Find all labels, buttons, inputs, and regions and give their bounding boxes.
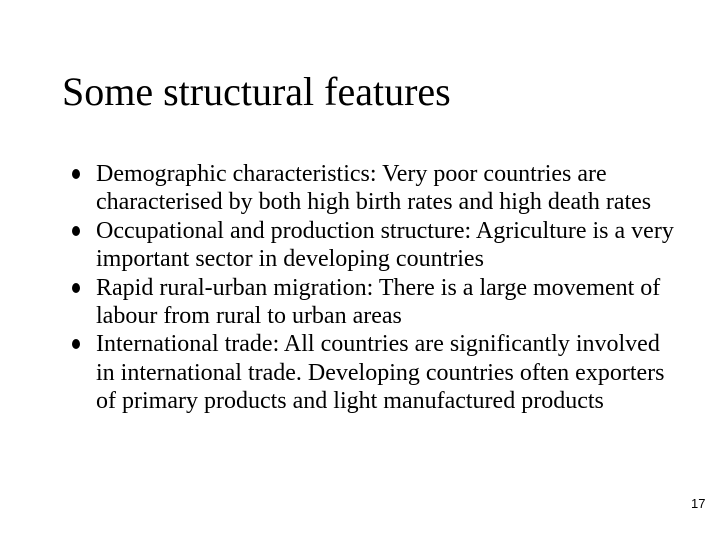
slide-title: Some structural features: [62, 69, 451, 114]
bullet-item-demographic: [96, 160, 676, 217]
bullet-text: Occupational and production structure: Agriculture is a very important sector in developing countries: [96, 217, 674, 273]
bullet-item-trade: [96, 330, 676, 415]
page-number: 17: [691, 496, 706, 511]
bullet-dot-icon: [72, 226, 80, 236]
bullet-text: Demographic characteristics: Very poor countries are characterised by both high birth rates and high death rates: [96, 161, 652, 216]
bullet-dot-icon: [72, 339, 80, 349]
bullet-dot-icon: [72, 283, 80, 293]
bullet-text: International trade: All countries are significantly involved in international trade. Developing countries often exporters of primary products and light manufactured products: [96, 331, 665, 415]
bullet-text: Rapid rural-urban migration: There is a large movement of labour from rural to urban areas: [96, 274, 661, 330]
bullet-dot-icon: [72, 169, 80, 179]
bullet-item-migration: [96, 274, 676, 331]
bullet-list: [96, 160, 676, 416]
bullet-item-occupational: [96, 217, 676, 274]
